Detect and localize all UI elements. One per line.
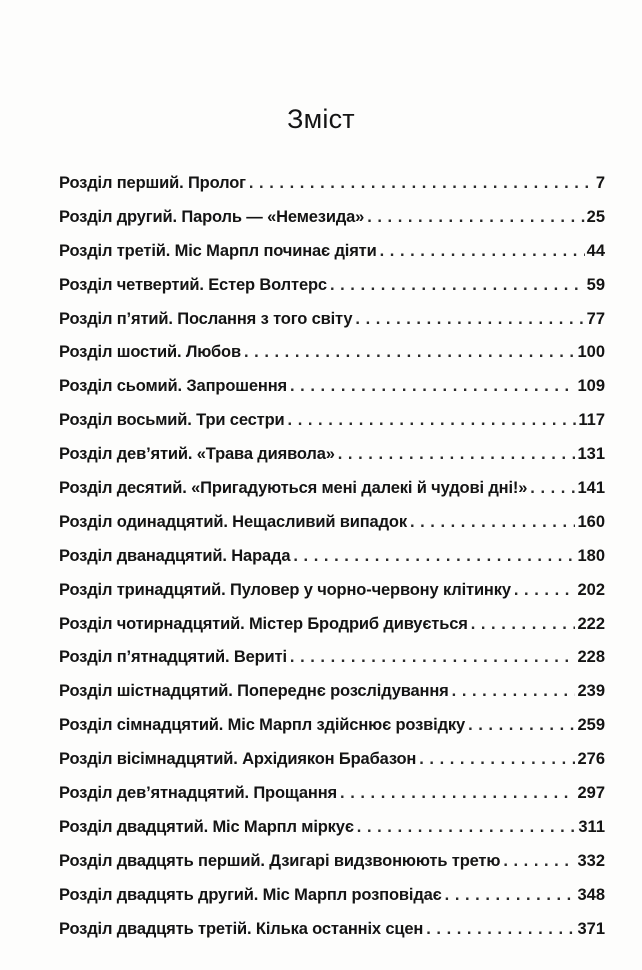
toc-entry (59, 646, 605, 680)
toc-entry-page-number: 371 (577, 919, 605, 938)
toc-entry (59, 850, 605, 884)
toc-entry (59, 341, 605, 375)
toc-entry-page-number: 131 (577, 445, 605, 464)
toc-entry-title: Розділ восьмий. Три сестри (59, 411, 285, 430)
dot-leader (503, 850, 575, 872)
toc-heading: Зміст (287, 104, 355, 134)
dot-leader (452, 680, 576, 702)
dot-leader (357, 816, 577, 838)
toc-entry (59, 714, 605, 748)
toc-entry-title: Розділ третій. Міс Марпл починає діяти (59, 241, 377, 260)
toc-entry-title: Розділ сьомий. Запрошення (59, 377, 287, 396)
toc-entry-page-number: 59 (586, 275, 605, 294)
toc-entry (59, 308, 605, 342)
toc-entry-page-number: 25 (586, 207, 605, 226)
toc-entry-page-number: 109 (577, 377, 605, 396)
toc-entry-title: Розділ шостий. Любов (59, 343, 241, 362)
toc-entry-page-number: 202 (577, 580, 605, 599)
toc-entry-title: Розділ п’ятнадцятий. Вериті (59, 648, 287, 667)
toc-entry (59, 409, 605, 443)
dot-leader (290, 646, 576, 668)
toc-entry (59, 172, 605, 206)
toc-entry-title: Розділ другий. Пароль — «Немезида» (59, 207, 365, 226)
toc-entry (59, 511, 605, 545)
toc-entry-title: Розділ вісімнадцятий. Архідиякон Брабазон (59, 750, 417, 769)
toc-entry-title: Розділ перший. Пролог (59, 174, 246, 192)
toc-entry (59, 816, 605, 850)
dot-leader (338, 443, 576, 465)
dot-leader (410, 511, 576, 533)
dot-leader (380, 240, 585, 262)
dot-leader (367, 206, 584, 228)
toc-entry-page-number: 348 (577, 885, 605, 904)
toc-entry-title: Розділ четвертий. Естер Волтерс (59, 275, 327, 294)
toc-entry-title: Розділ двадцять другий. Міс Марпл розповідає (59, 885, 442, 904)
toc-entry (59, 375, 605, 409)
dot-leader (244, 341, 575, 363)
toc-entry-title: Розділ одинадцятий. Нещасливий випадок (59, 512, 407, 531)
toc-entry-page-number: 332 (577, 851, 605, 870)
toc-entry-page-number: 311 (578, 817, 605, 836)
dot-leader (426, 918, 575, 940)
dot-leader (330, 274, 585, 296)
toc-entry-page-number: 239 (577, 682, 605, 701)
toc-entry-page-number: 100 (577, 343, 605, 362)
dot-leader (290, 375, 575, 397)
toc-entry-title: Розділ п’ятий. Послання з того світу (59, 309, 353, 328)
toc-entry (59, 477, 605, 511)
toc-entry-title: Розділ тринадцятий. Пуловер у чорно-червону клітинку (59, 580, 511, 599)
toc-entry-page-number: 180 (577, 546, 605, 565)
toc-entry-page-number: 222 (577, 614, 605, 633)
toc-entry-title: Розділ двадцятий. Міс Марпл міркує (59, 817, 354, 836)
dot-leader (293, 545, 575, 567)
toc-entry (59, 443, 605, 477)
toc-entry-page-number: 7 (595, 174, 605, 192)
toc-entry (59, 613, 605, 647)
dot-leader (471, 613, 576, 635)
dot-leader (249, 172, 594, 194)
toc-entry-page-number: 117 (578, 411, 605, 430)
toc-entry-page-number: 276 (577, 750, 605, 769)
toc-entry-page-number: 297 (577, 784, 605, 803)
toc-entry (59, 782, 605, 816)
toc-entry-title: Розділ десятий. «Пригадуються мені далекі й чудові дні!» (59, 479, 528, 498)
toc-entry-page-number: 228 (577, 648, 605, 667)
table-of-contents (59, 172, 605, 951)
dot-leader (445, 884, 576, 906)
toc-entry-page-number: 141 (577, 479, 605, 498)
toc-entry-title: Розділ дванадцятий. Нарада (59, 546, 291, 565)
toc-entry-title: Розділ дев’ятнадцятий. Прощання (59, 784, 338, 803)
dot-leader (530, 477, 575, 499)
dot-leader (468, 714, 575, 736)
toc-entry-page-number: 44 (586, 241, 605, 260)
toc-entry-title: Розділ чотирнадцятий. Містер Бродриб дивується (59, 614, 468, 633)
dot-leader (514, 579, 576, 601)
toc-entry-title: Розділ двадцять третій. Кілька останніх сцен (59, 919, 424, 938)
dot-leader (355, 308, 584, 330)
toc-entry-title: Розділ сімнадцятий. Міс Марпл здійснює розвідку (59, 716, 466, 735)
toc-entry (59, 918, 605, 952)
toc-entry (59, 274, 605, 308)
toc-entry (59, 545, 605, 579)
dot-leader (288, 409, 577, 431)
toc-entry (59, 748, 605, 782)
toc-entry-title: Розділ дев’ятий. «Трава диявола» (59, 445, 335, 464)
dot-leader (419, 748, 575, 770)
toc-entry (59, 680, 605, 714)
toc-entry-page-number: 77 (586, 309, 605, 328)
toc-entry-page-number: 259 (577, 716, 605, 735)
toc-entry-page-number: 160 (577, 512, 605, 531)
toc-entry (59, 206, 605, 240)
toc-entry (59, 240, 605, 274)
dot-leader (340, 782, 575, 804)
toc-entry (59, 884, 605, 918)
toc-entry (59, 579, 605, 613)
toc-entry-title: Розділ двадцять перший. Дзигарі видзвонюють третю (59, 851, 501, 870)
toc-entry-title: Розділ шістнадцятий. Попереднє розслідування (59, 682, 449, 701)
